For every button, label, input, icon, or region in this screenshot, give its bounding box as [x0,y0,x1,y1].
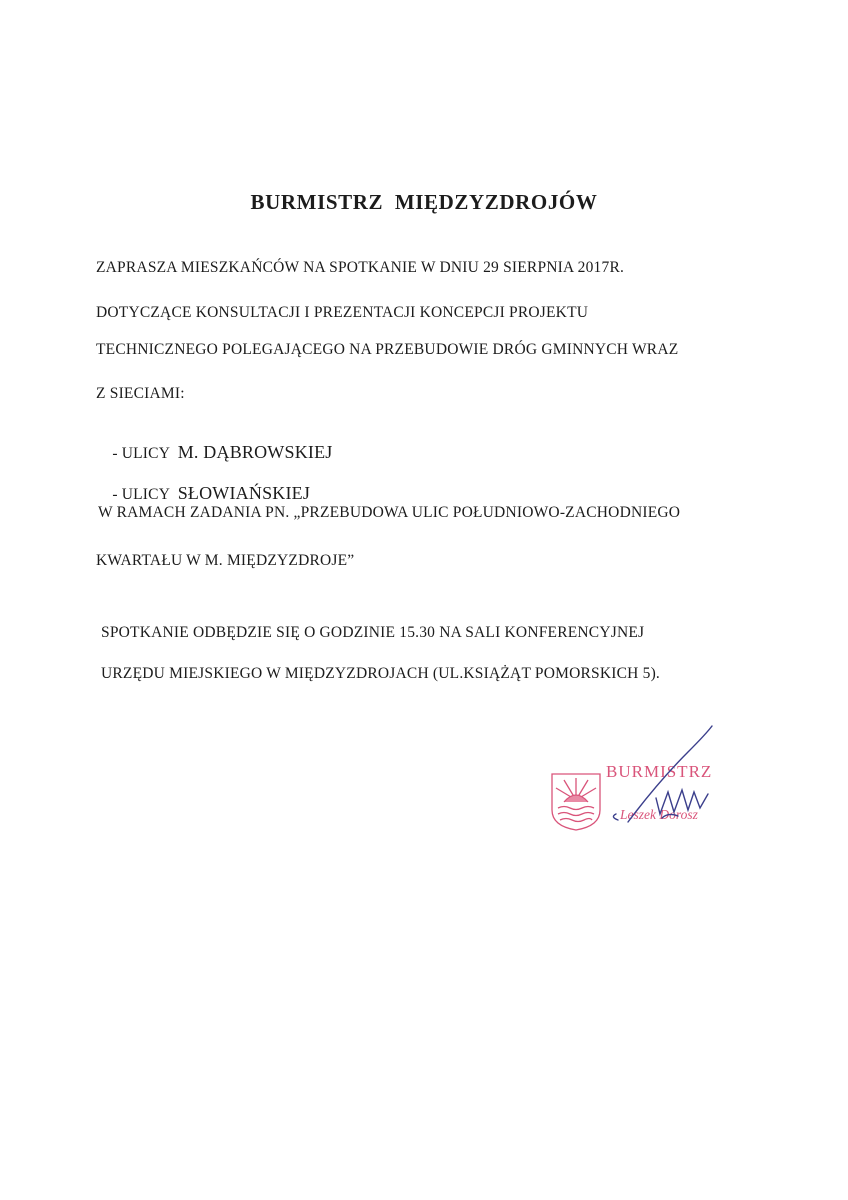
paragraph-line: TECHNICZNEGO POLEGAJĄCEGO NA PRZEBUDOWIE DRÓG GMINNYCH WRAZ [96,341,679,358]
mayor-stamp [548,722,738,832]
street-prefix: - ULICY [112,486,178,503]
document-title: BURMISTRZ MIĘDZYZDROJÓW [250,190,598,214]
paragraph-line: ZAPRASZA MIESZKAŃCÓW NA SPOTKANIE W DNIU 29 SIERPNIA 2017R. [96,259,625,276]
handwritten-signature [588,722,738,832]
task-line: W RAMACH ZADANIA PN. „PRZEBUDOWA ULIC POŁUDNIOWO-ZACHODNIEGO [98,504,681,521]
street-name: SŁOWIAŃSKIEJ [177,483,311,503]
task-line: KWARTAŁU W M. MIĘDZYZDROJE” [96,552,355,569]
street-prefix: - ULICY [112,445,178,462]
street-name: M. DĄBROWSKIEJ [177,442,333,462]
paragraph-line: Z SIECIAMI: [96,385,185,402]
stamp-name: Leszek Dorosz [620,807,698,822]
paragraph-line: DOTYCZĄCE KONSULTACJI I PREZENTACJI KONCEPCJI PROJEKTU [96,304,589,321]
meeting-line: URZĘDU MIEJSKIEGO W MIĘDZYZDROJACH (UL.KSIĄŻĄT POMORSKICH 5). [101,665,661,682]
meeting-line: SPOTKANIE ODBĘDZIE SIĘ O GODZINIE 15.30 NA SALI KONFERENCYJNEJ [101,624,645,641]
stamp-title: BURMISTRZ [606,762,713,781]
